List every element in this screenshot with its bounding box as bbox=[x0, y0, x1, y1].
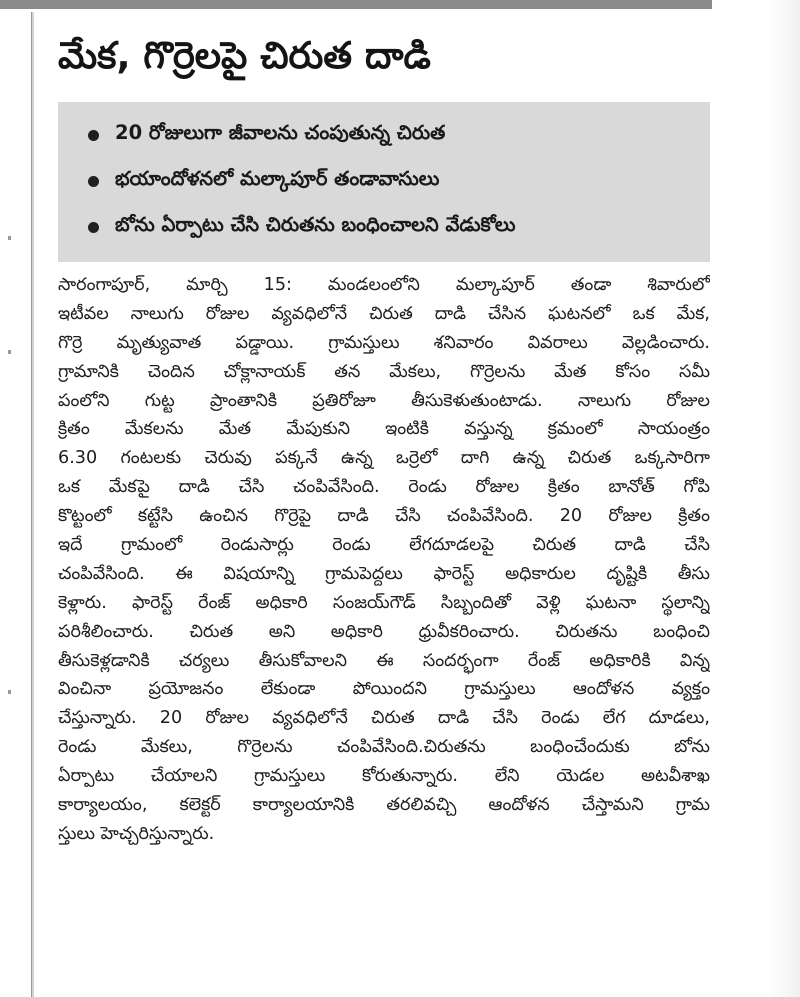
body-line: రెండు మేకలు, గొర్రెలను చంపివేసింది.చిరుతను బంధించేందుకు బోను bbox=[58, 737, 710, 758]
body-line: గొర్రె మృత్యువాత పడ్డాయి. గ్రామస్తులు శనివారం వివరాలు వెల్లడించారు. bbox=[58, 332, 710, 353]
top-border-band bbox=[0, 0, 712, 9]
scan-mark bbox=[8, 236, 11, 240]
scan-mark bbox=[8, 350, 11, 354]
bullet-icon bbox=[88, 222, 99, 233]
body-line: కెళ్లారు. ఫారెస్ట్ రేంజ్ అధికారి సంజయ్‌గౌడ్ సిబ్బందితో వెళ్లి ఘటనా స్థలాన్ని bbox=[58, 592, 710, 613]
body-line: 6.30 గంటలకు చెరువు పక్కనే ఉన్న ఒర్రెలో దాగి ఉన్న చిరుత ఒక్కసారిగా bbox=[58, 448, 710, 469]
body-line: స్తులు హెచ్చరిస్తున్నారు. bbox=[58, 823, 215, 844]
highlights-box bbox=[58, 102, 710, 262]
bullet-icon bbox=[88, 176, 99, 187]
body-line: పంలోని గుట్ట ప్రాంతానికి ప్రతిరోజూ తీసుకెళుతుంటాడు. నాలుగు రోజుల bbox=[58, 390, 710, 411]
body-line: తీసుకెళ్లడానికి చర్యలు తీసుకోవాలని ఈ సందర్భంగా రేంజ్ అధికారికి విన్న bbox=[58, 650, 710, 671]
body-line: వించినా ప్రయోజనం లేకుండా పోయిందని గ్రామస్తులు ఆందోళన వ్యక్తం bbox=[58, 679, 710, 700]
body-line: సారంగాపూర్, మార్చి 15: మండలంలోని మల్కాపూర్ తండా శివారులో bbox=[58, 275, 710, 295]
article-body bbox=[58, 271, 710, 849]
bullet-icon bbox=[88, 130, 99, 141]
highlight-item bbox=[58, 112, 710, 158]
highlight-item bbox=[58, 204, 710, 250]
page-edge-shadow bbox=[770, 0, 800, 997]
body-line: చంపివేసింది. ఈ విషయాన్ని గ్రామపెద్దలు ఫారెస్ట్ అధికారుల దృష్టికి తీసు bbox=[58, 563, 710, 584]
body-line: చేస్తున్నారు. 20 రోజుల వ్యవధిలోనే చిరుత దాడి చేసి రెండు లేగ దూడలు, bbox=[58, 708, 710, 729]
body-line: క్రితం మేకలను మేత మేపుకుని ఇంటికి వస్తున్న క్రమంలో సాయంత్రం bbox=[58, 419, 710, 440]
highlight-text: 20 రోజులుగా జీవాలను చంపుతున్న చిరుత bbox=[115, 121, 446, 144]
highlight-text: భయాందోళనలో మల్కాపూర్ తండావాసులు bbox=[115, 167, 440, 190]
column-rule bbox=[32, 12, 34, 997]
scan-mark bbox=[8, 690, 11, 694]
body-line: గ్రామానికి చెందిన చోక్లానాయక్ తన మేకలు, గొర్రెలను మేత కోసం సమీ bbox=[58, 361, 710, 382]
body-line: ఒక మేకపై దాడి చేసి చంపివేసింది. రెండు రోజుల క్రితం బానోత్ గోపి bbox=[58, 477, 710, 498]
article-headline: మేక, గొర్రెలపై చిరుత దాడి bbox=[58, 34, 431, 77]
highlight-item bbox=[58, 158, 710, 204]
body-line: పరిశీలించారు. చిరుత అని అధికారి ధ్రువీకరించారు. చిరుతను బంధించి bbox=[58, 621, 710, 642]
body-line: ఇదే గ్రామంలో రెండుసార్లు రెండు లేగదూడలపై చిరుత దాడి చేసి bbox=[58, 535, 710, 556]
body-line: కొట్టంలో కట్టేసి ఉంచిన గొర్రెపై దాడి చేసి చంపివేసింది. 20 రోజుల క్రితం bbox=[58, 506, 710, 527]
body-line: కార్యాలయం, కలెక్టర్ కార్యాలయానికి తరలివచ్చి ఆందోళన చేస్తామని గ్రామ bbox=[58, 795, 710, 816]
body-line: ఏర్పాటు చేయాలని గ్రామస్తులు కోరుతున్నారు. లేని యెడల అటవీశాఖ bbox=[58, 766, 710, 787]
highlight-text: బోను ఏర్పాటు చేసి చిరుతను బంధించాలని వేడుకోలు bbox=[115, 213, 516, 236]
body-line: ఇటీవల నాలుగు రోజుల వ్యవధిలోనే చిరుత దాడి చేసిన ఘటనలో ఒక మేక, bbox=[58, 303, 710, 324]
